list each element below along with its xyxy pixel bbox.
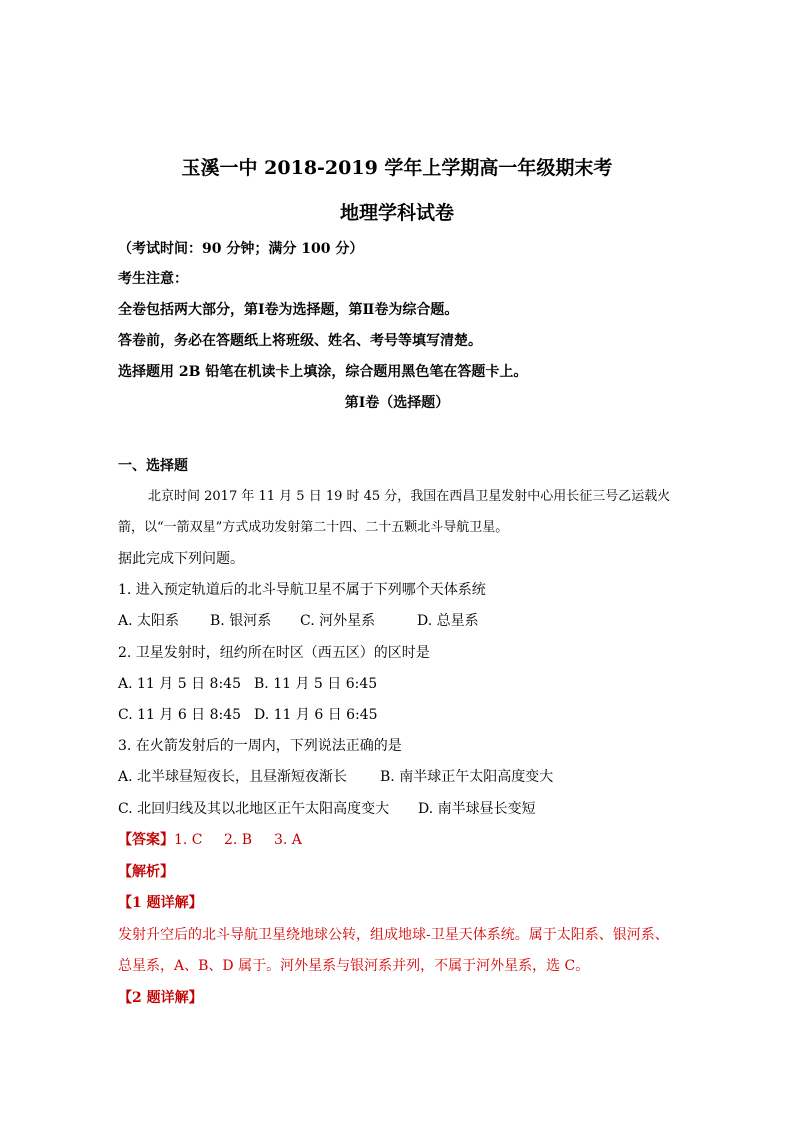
option-a: A. 11 月 5 日 8:45 [118,676,241,692]
option-d: D. 总星系 [417,613,479,629]
option-b: B. 银河系 [210,613,272,629]
option-d: D. 11 月 6 日 6:45 [254,707,378,723]
section-title: 第Ⅰ卷（选择题） [344,395,450,411]
option-b: B. 南半球正午太阳高度变大 [380,769,554,785]
answer-item: 3. A [274,832,302,848]
question-options [118,611,479,631]
detail-text: 总星系，A、B、D 属于。河外星系与银河系并列，不属于河外星系，选 C。 [118,958,590,974]
answer-item: 1. C [174,832,203,848]
detail-label: 【1 题详解】 [118,895,203,911]
instruction: 据此完成下列问题。 [118,551,244,567]
question-options [118,767,553,787]
option-a: A. 太阳系 [118,613,180,629]
option-a: A. 北半球昼短夜长，且昼渐短夜渐长 [118,769,348,785]
notice-line: 全卷包括两大部分，第Ⅰ卷为选择题，第Ⅱ卷为综合题。 [118,302,459,318]
question-options [118,799,536,819]
notice-line: 答卷前，务必在答题纸上将班级、姓名、考号等填写清楚。 [118,333,482,349]
option-d: D. 南半球昼长变短 [418,801,536,817]
option-c: C. 河外星系 [300,613,376,629]
question-stem: 2. 卫星发射时，纽约所在时区（西五区）的区时是 [118,645,430,661]
answer-label: 【答案】 [118,832,174,848]
option-c: C. 11 月 6 日 8:45 [118,707,242,723]
question-options [118,705,378,725]
exam-title: 玉溪一中 2018-2019 学年上学期高一年级期末考 [181,157,613,179]
exam-info: （考试时间：90 分钟；满分 100 分） [118,241,364,257]
question-stem: 1. 进入预定轨道后的北斗导航卫星不属于下列哪个天体系统 [118,582,486,598]
passage-line: 箭，以“一箭双星”方式成功发射第二十四、二十五颗北斗导航卫星。 [118,520,509,535]
detail-label: 【2 题详解】 [118,990,203,1006]
answer-item: 2. B [224,832,253,848]
part-heading: 一、选择题 [118,458,188,474]
notice-title: 考生注意： [118,271,188,287]
notice-line: 选择题用 2B 铅笔在机读卡上填涂，综合题用黑色笔在答题卡上。 [118,364,528,380]
question-stem: 3. 在火箭发射后的一周内，下列说法正确的是 [118,738,402,754]
answer-line [118,830,302,850]
detail-text: 发射升空后的北斗导航卫星绕地球公转，组成地球-卫星天体系统。属于太阳系、银河系、 [118,927,669,943]
option-c: C. 北回归线及其以北地区正午太阳高度变大 [118,801,390,817]
analysis-label: 【解析】 [118,864,174,880]
option-b: B. 11 月 5 日 6:45 [254,676,378,692]
question-options [118,674,377,694]
exam-subtitle: 地理学科试卷 [339,202,454,224]
passage-line: 北京时间 2017 年 11 月 5 日 19 时 45 分，我国在西昌卫星发射中心用长征三号乙运载火 [148,489,671,504]
